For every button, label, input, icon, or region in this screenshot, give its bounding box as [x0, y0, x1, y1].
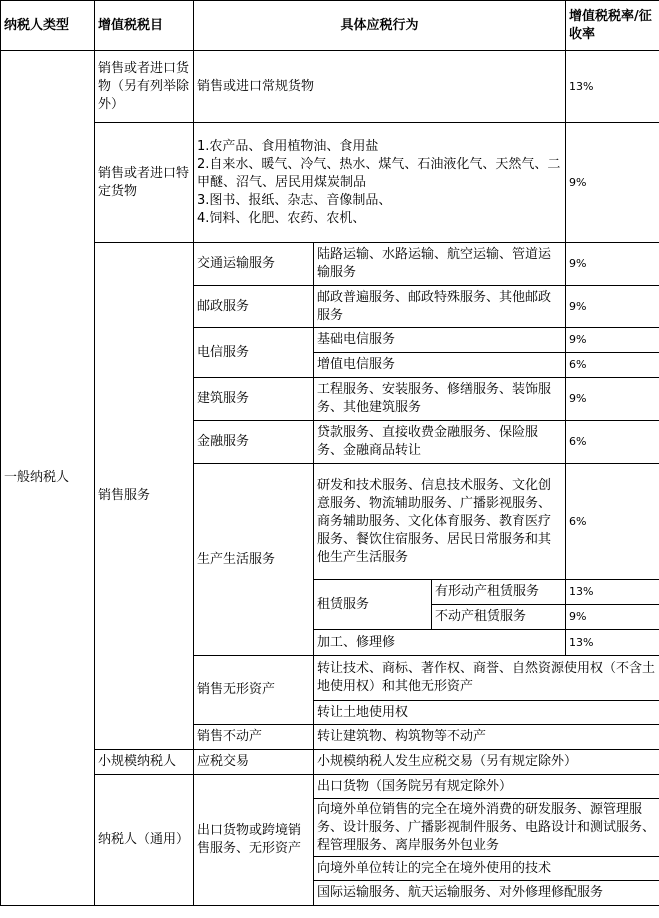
behavior-real-estate: 转让建筑物、构筑物等不动产	[314, 725, 659, 750]
table-row	[1, 750, 659, 775]
behavior-leasing-immovable: 不动产租赁服务	[432, 605, 566, 630]
behavior-construction: 工程服务、安装服务、修缮服务、装饰服务、其他建筑服务	[314, 378, 566, 421]
rate-life: 6%	[566, 464, 659, 580]
tax-item-goods-regular: 销售或者进口货物（另有列举除外）	[95, 51, 194, 123]
table-row	[1, 243, 659, 286]
tax-item-export: 出口货物或跨境销售服务、无形资产	[194, 775, 314, 906]
taxpayer-type-general: 一般纳税人	[1, 51, 95, 906]
behavior-small: 小规模纳税人发生应税交易（另有规定除外）	[314, 750, 659, 775]
rate-construction: 9%	[566, 378, 659, 421]
rate-leasing-immovable: 9%	[566, 605, 659, 630]
behavior-telecom-basic: 基础电信服务	[314, 328, 566, 353]
list-item: 1.农产品、食用植物油、食用盐	[197, 138, 379, 154]
rate-telecom-value-added: 6%	[566, 353, 659, 378]
rate-goods-regular: 13%	[566, 51, 659, 123]
service-postal: 邮政服务	[194, 286, 314, 328]
tax-item-real-estate: 销售不动产	[194, 725, 314, 750]
service-telecom: 电信服务	[194, 328, 314, 378]
behavior-land: 转让土地使用权	[314, 701, 659, 725]
behavior-export-technology: 向境外单位转让的完全在境外使用的技术	[314, 857, 659, 881]
list-item: 3.图书、报纸、杂志、音像制品、	[197, 192, 392, 208]
service-transport: 交通运输服务	[194, 243, 314, 286]
behavior-telecom-value-added: 增值电信服务	[314, 353, 566, 378]
table-row	[1, 51, 659, 123]
rate-postal: 9%	[566, 286, 659, 328]
tax-item-goods-special: 销售或者进口特定货物	[95, 123, 194, 243]
tax-item-intangible: 销售无形资产	[194, 656, 314, 725]
behavior-goods-special	[194, 123, 566, 243]
behavior-postal: 邮政普遍服务、邮政特殊服务、其他邮政服务	[314, 286, 566, 328]
header-rate: 增值税税率/征收率	[566, 1, 659, 51]
behavior-export-goods: 出口货物（国务院另有规定除外）	[314, 775, 659, 799]
rate-leasing-movable: 13%	[566, 580, 659, 605]
behavior-export-services: 向境外单位销售的完全在境外消费的研发服务、源管理服务、设计服务、广播影视制件服务、电路设计和测试服务、程管理服务、离岸服务外包业务	[314, 799, 659, 857]
behavior-goods-regular: 销售或进口常规货物	[194, 51, 566, 123]
header-taxpayer-type: 纳税人类型	[1, 1, 95, 51]
table-row	[1, 775, 659, 799]
behavior-transport: 陆路运输、水路运输、航空运输、管道运输服务	[314, 243, 566, 286]
header-behavior: 具体应税行为	[194, 1, 566, 51]
taxpayer-type-general-use: 纳税人（通用）	[95, 775, 194, 906]
behavior-intangible-tech: 转让技术、商标、著作权、商誉、自然资源使用权（不含土地使用权）和其他无形资产	[314, 656, 659, 701]
behavior-processing: 加工、修理修	[314, 630, 566, 656]
rate-telecom-basic: 9%	[566, 328, 659, 353]
rate-processing: 13%	[566, 630, 659, 656]
taxpayer-type-small: 小规模纳税人	[95, 750, 194, 775]
behavior-life: 研发和技术服务、信息技术服务、文化创意服务、物流辅助服务、广播影视服务、商务辅助服务、文化体育服务、教育医疗服务、餐饮住宿服务、居民日常服务和其他生产生活服务	[314, 464, 566, 580]
behavior-finance: 贷款服务、直接收费金融服务、保险服务、金融商品转让	[314, 421, 566, 464]
service-life: 生产生活服务	[194, 464, 314, 656]
header-row	[1, 1, 659, 51]
behavior-leasing-movable: 有形动产租赁服务	[432, 580, 566, 605]
rate-finance: 6%	[566, 421, 659, 464]
header-tax-item: 增值税税目	[95, 1, 194, 51]
list-item: 4.饲料、化肥、农药、农机、	[197, 210, 366, 226]
tax-item-services: 销售服务	[95, 243, 194, 750]
service-construction: 建筑服务	[194, 378, 314, 421]
service-leasing: 租赁服务	[314, 580, 432, 630]
service-finance: 金融服务	[194, 421, 314, 464]
behavior-export-transport: 国际运输服务、航天运输服务、对外修理修配服务	[314, 881, 659, 906]
rate-transport: 9%	[566, 243, 659, 286]
rate-goods-special: 9%	[566, 123, 659, 243]
table-row	[1, 123, 659, 243]
tax-item-small: 应税交易	[194, 750, 314, 775]
list-item: 2.自来水、暖气、冷气、热水、煤气、石油液化气、天然气、二甲醚、沼气、居民用煤炭制品	[197, 156, 561, 190]
